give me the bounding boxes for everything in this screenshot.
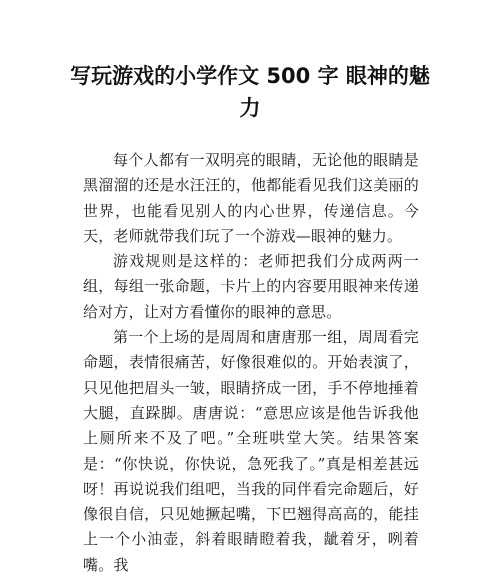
document-body <box>83 148 419 578</box>
paragraph-3: 第一个上场的是周周和唐唐那一组，周周看完命题，表情很痛苦，好像很难似的。开始表演了，只见他把眉头一皱，眼睛挤成一团，手不停地捶着大腿，直跺脚。唐唐说：“意思应该是他告诉我他上厕所来不及了吧。”全班哄堂大笑。结果答案是：“你快说，你快说，急死我了。”真是相差甚远呀！再说说我们组吧，当我的同伴看完命题后，好像很自信，只见她撅起嘴，下巴翘得高高的，能挂上一个小油壶，斜着眼睛瞪着我，龇着牙，咧着嘴。我 <box>83 328 419 574</box>
document-title: 写玩游戏的小学作文 500 字 眼神的魅力 <box>70 64 430 120</box>
paragraph-2: 游戏规则是这样的：老师把我们分成两两一组，每组一张命题，卡片上的内容要用眼神来传递给对方，让对方看懂你的眼神的意思。 <box>83 252 419 321</box>
paragraph-1: 每个人都有一双明亮的眼睛，无论他的眼睛是黑溜溜的还是水汪汪的，他都能看见我们这美丽的世界，也能看见别人的内心世界，传递信息。今天，老师就带我们玩了一个游戏—眼神的魅力。 <box>83 151 419 245</box>
